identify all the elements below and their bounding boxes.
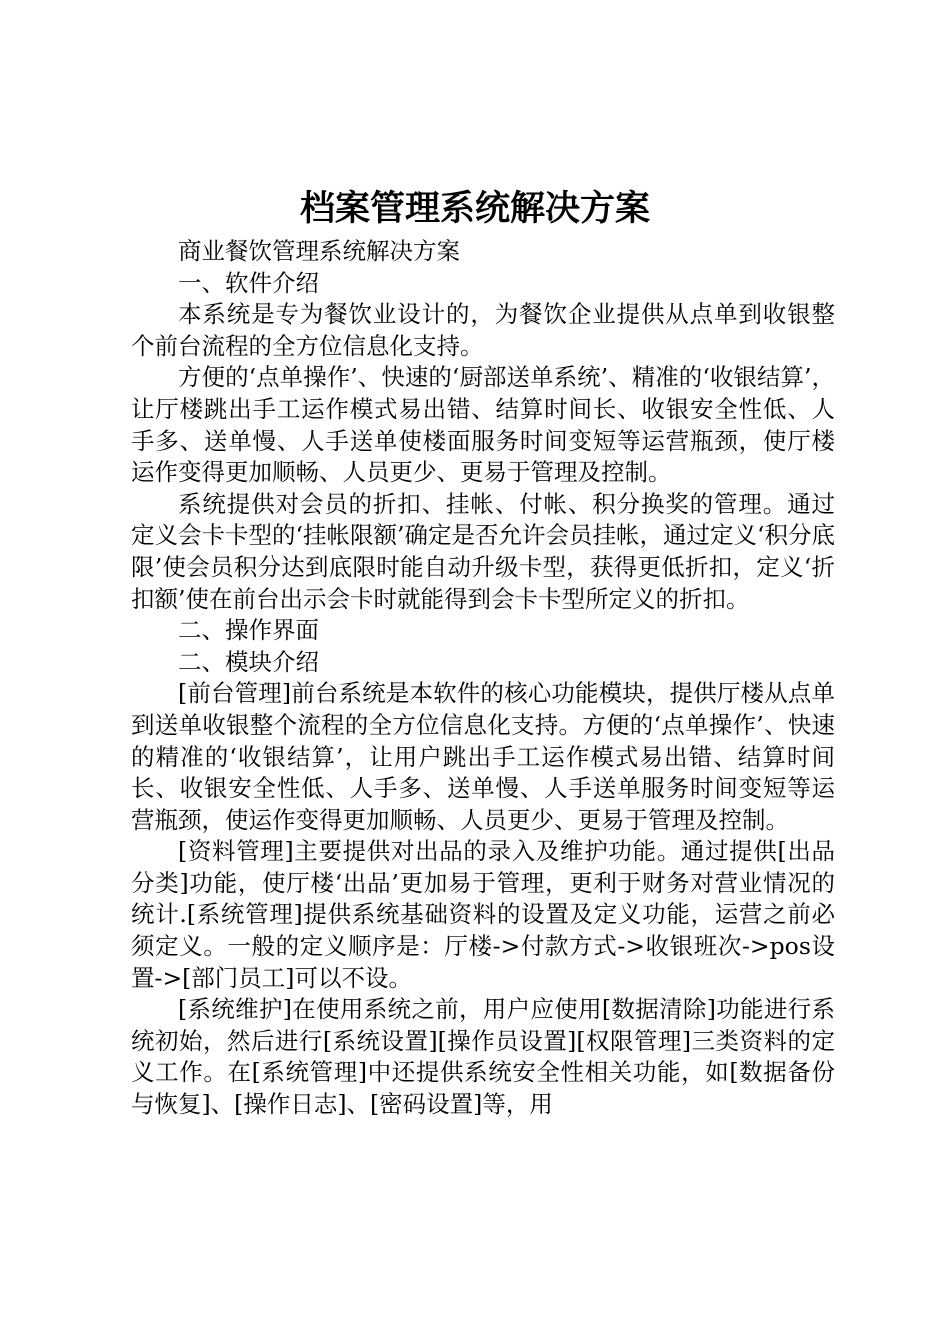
body-paragraph: [前台管理]前台系统是本软件的核心功能模块，提供厅楼从点单到送单收银整个流程的全方位信息化支持。方便的‘点单操作’、快速的精准的‘收银结算’，让用户跳出手工运作模式易出错、结算时间长、收银安全性低、人手多、送单慢、人手送单服务时间变短等运营瓶颈，使运作变得更加顺畅、人员更少、更易于管理及控制。 [131, 679, 835, 834]
body-paragraph: 方便的‘点单操作’、快速的‘厨部送单系统’、精准的‘收银结算’，让厅楼跳出手工运作模式易出错、结算时间长、收银安全性低、人手多、送单慢、人手送单使楼面服务时间变短等运营瓶颈，使厅楼运作变得更加顺畅、人员更少、更易于管理及控制。 [131, 363, 835, 487]
body-paragraph: [资料管理]主要提供对出品的录入及维护功能。通过提供[出品分类]功能，使厅楼‘出品’更加易于管理，更利于财务对营业情况的统计.[系统管理]提供系统基础资料的设置及定义功能，运营之前必须定义。一般的定义顺序是：厅楼->付款方式->收银班次->pos设置->[部门员工]可以不设。 [131, 837, 835, 992]
body-paragraph: [系统维护]在使用系统之前，用户应使用[数据清除]功能进行系统初始，然后进行[系统设置][操作员设置][权限管理]三类资料的定义工作。在[系统管理]中还提供系统安全性相关功能，如[数据备份与恢复]、[操作日志]、[密码设置]等，用 [131, 995, 835, 1119]
subtitle-paragraph: 商业餐饮管理系统解决方案 [178, 237, 460, 265]
body-paragraph: 本系统是专为餐饮业设计的，为餐饮企业提供从点单到收银整个前台流程的全方位信息化支持。 [131, 300, 835, 360]
body-paragraph: 系统提供对会员的折扣、挂帐、付帐、积分换奖的管理。通过定义会卡卡型的‘挂帐限额’确定是否允许会员挂帐，通过定义‘积分底限’使会员积分达到底限时能自动升级卡型，获得更低折扣，定义‘折扣额’使在前台出示会卡时就能得到会卡卡型所定义的折扣。 [131, 489, 835, 613]
document-body [131, 236, 835, 1121]
document-title: 档案管理系统解决方案 [299, 188, 650, 229]
section-heading-software-intro: 一、软件介绍 [178, 268, 319, 297]
section-heading-operation-ui: 二、操作界面 [178, 616, 319, 645]
section-heading-modules: 二、模块介绍 [178, 647, 319, 676]
